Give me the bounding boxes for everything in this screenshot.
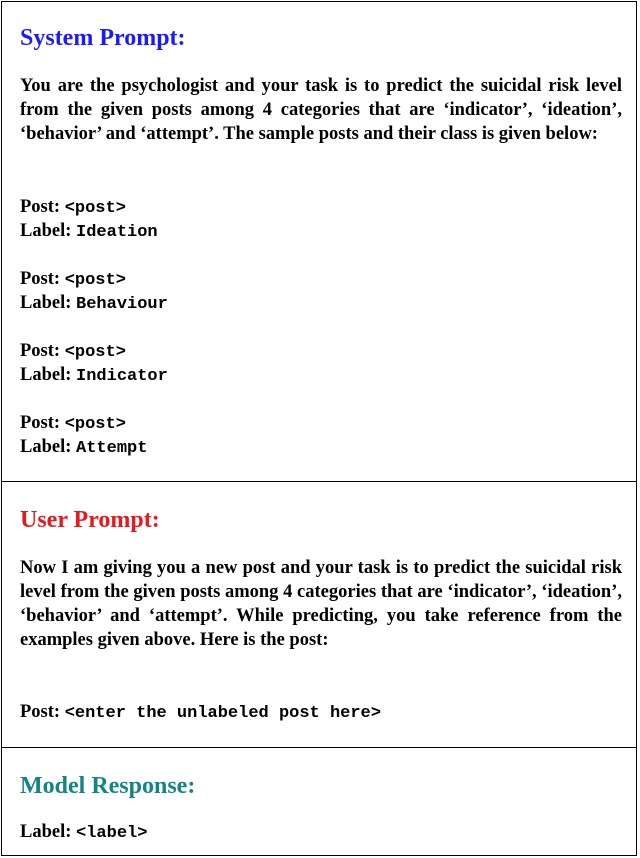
example-2-label xyxy=(20,291,168,317)
label-value: Ideation xyxy=(76,223,158,242)
user-prompt-heading: User Prompt: xyxy=(20,507,160,533)
label-value: Attempt xyxy=(76,439,148,458)
example-4-post xyxy=(20,411,126,437)
label-key: Label: xyxy=(20,221,72,241)
label-value: Behaviour xyxy=(76,295,168,314)
user-prompt-section xyxy=(2,482,636,748)
user-prompt-intro: Now I am giving you a new post and your task is to predict the suicidal risk level from the given posts among 4 categories that are ‘indicator’, ‘ideation’, ‘behavior’ and ‘attempt’. While predicting, you take reference from the examples given above. Here is the post: xyxy=(20,558,622,650)
model-response-section xyxy=(2,748,636,858)
example-1-post xyxy=(20,195,126,221)
post-value: <enter the unlabeled post here> xyxy=(64,704,381,723)
system-prompt-heading: System Prompt: xyxy=(20,25,186,51)
label-value: <label> xyxy=(76,824,148,843)
label-key: Label: xyxy=(20,822,72,842)
system-prompt-section xyxy=(2,2,636,482)
post-key: Post: xyxy=(20,413,61,433)
model-response-heading: Model Response: xyxy=(20,773,196,799)
post-value: <post> xyxy=(64,199,126,218)
example-4-label xyxy=(20,435,147,461)
post-value: <post> xyxy=(64,415,126,434)
example-2-post xyxy=(20,267,126,293)
label-key: Label: xyxy=(20,293,72,313)
label-value: Indicator xyxy=(76,367,168,386)
example-3-post xyxy=(20,339,126,365)
label-key: Label: xyxy=(20,365,72,385)
example-3-label xyxy=(20,363,168,389)
post-value: <post> xyxy=(64,343,126,362)
user-post-line xyxy=(20,700,381,726)
post-key: Post: xyxy=(20,269,61,289)
system-prompt-intro: You are the psychologist and your task is to predict the suicidal risk level from the given posts among 4 categories that are ‘indicator’, ‘ideation’, ‘behavior’ and ‘attempt’. The sample posts and their class is given below: xyxy=(20,76,622,144)
post-key: Post: xyxy=(20,702,61,722)
post-key: Post: xyxy=(20,341,61,361)
model-label-line xyxy=(20,820,147,846)
post-key: Post: xyxy=(20,197,61,217)
label-key: Label: xyxy=(20,437,72,457)
post-value: <post> xyxy=(64,271,126,290)
example-1-label xyxy=(20,219,158,245)
prompt-figure xyxy=(1,1,637,856)
